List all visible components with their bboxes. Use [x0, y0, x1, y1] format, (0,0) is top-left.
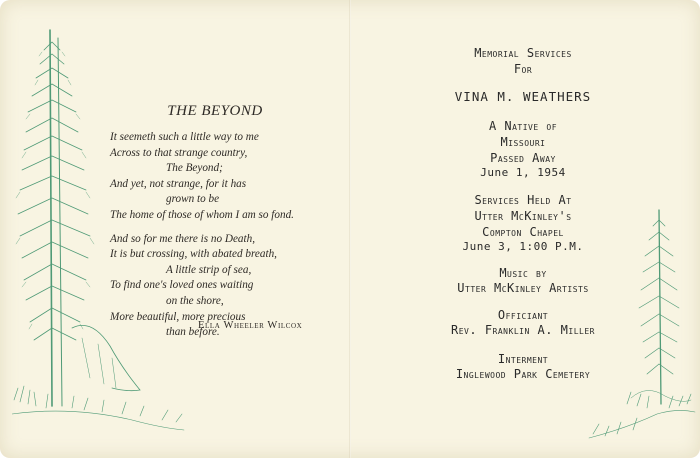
passed-away-label: Passed Away — [490, 151, 556, 165]
program-heading-for: For — [513, 62, 533, 76]
poem-title: THE BEYOND — [167, 103, 263, 119]
program-heading: Memorial Services — [474, 46, 572, 60]
services-time: June 3, 1:00 P.M. — [462, 240, 584, 253]
poem-line: And yet, not strange, for it has — [110, 177, 247, 190]
interment-label: Interment — [497, 352, 549, 366]
poem-line: Across to that strange country, — [110, 146, 248, 159]
poem-body — [110, 130, 345, 341]
poem-line: A little strip of sea, — [166, 263, 252, 276]
right-panel — [351, 0, 700, 458]
poem-line: And so for me there is no Death, — [110, 232, 256, 245]
left-panel — [0, 0, 349, 458]
poem-line: on the shore, — [166, 294, 224, 307]
poem-line: More beautiful, more precious — [110, 310, 246, 323]
poem-line: The home of those of whom I am so fond. — [110, 208, 294, 221]
music-label: Music by — [499, 266, 547, 280]
officiant-label: Officiant — [497, 308, 549, 322]
poem-line: grown to be — [166, 193, 220, 206]
native-label: A Native of — [488, 119, 558, 133]
services-place-line1: Utter McKinley's — [474, 209, 572, 223]
poem-line: It seemeth such a little way to me — [110, 131, 259, 143]
death-date: June 1, 1954 — [480, 166, 566, 179]
poem-line: It is but crossing, with abated breath, — [110, 248, 277, 261]
services-place-line2: Compton Chapel — [482, 225, 564, 239]
officiant-name: Rev. Franklin A. Miller — [451, 323, 595, 337]
poem-author: Ella Wheeler Wilcox — [198, 320, 303, 331]
poem-line: To find one's loved ones waiting — [110, 279, 254, 292]
deceased-name: VINA M. WEATHERS — [454, 89, 592, 104]
poem-line: The Beyond; — [166, 162, 223, 175]
interment-place: Inglewood Park Cemetery — [455, 367, 591, 381]
music-by: Utter McKinley Artists — [457, 281, 589, 295]
poem-line: than before. — [166, 326, 220, 339]
services-label: Services Held At — [474, 193, 572, 207]
native-state: Missouri — [500, 135, 546, 149]
